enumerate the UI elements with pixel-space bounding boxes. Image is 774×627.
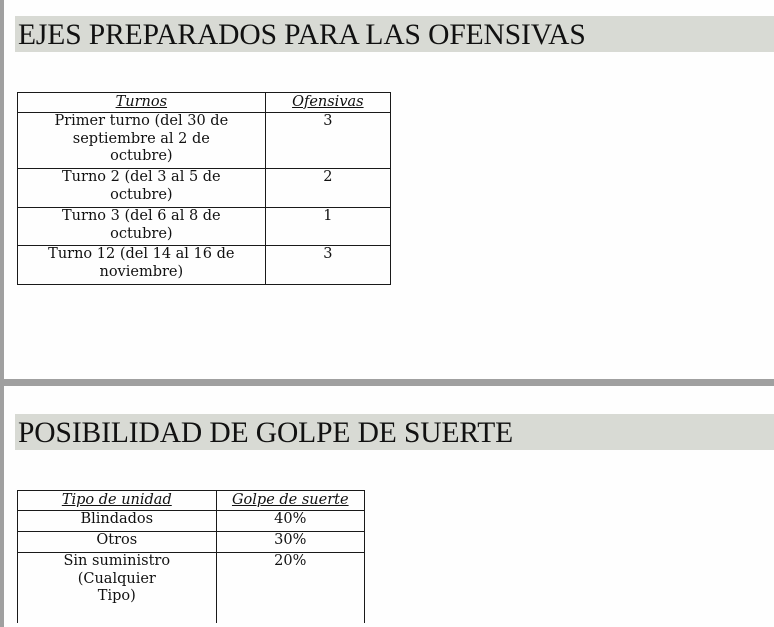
golpe-de-suerte-table [17,490,365,623]
table-row [18,511,365,532]
golpe-cell: 20% [216,553,364,623]
ofensivas-cell: 3 [265,113,390,169]
section-heading-golpe-de-suerte: POSIBILIDAD DE GOLPE DE SUERTE [15,414,774,450]
column-header-ofensivas: Ofensivas [265,93,390,113]
turno-cell: Primer turno (del 30 de septiembre al 2 de octubre) [18,113,266,169]
table-row [18,208,391,246]
turnos-ofensivas-table [17,92,391,285]
ofensivas-cell: 2 [265,169,390,208]
document-page-2 [4,386,774,627]
tipo-cell: Blindados [18,511,217,532]
table-row [18,246,391,285]
document-page-1 [4,0,774,379]
tipo-cell: Sin suministro (Cualquier Tipo) [18,553,217,623]
table-header-row [18,93,391,113]
table-header-row [18,491,365,511]
table-row [18,113,391,169]
table-row [18,532,365,553]
tipo-cell: Otros [18,532,217,553]
column-header-golpe-de-suerte: Golpe de suerte [216,491,364,511]
section-heading-ofensivas: EJES PREPARADOS PARA LAS OFENSIVAS [15,16,774,52]
column-header-tipo-de-unidad: Tipo de unidad [18,491,217,511]
turno-cell: Turno 3 (del 6 al 8 de octubre) [18,208,266,246]
table-row [18,169,391,208]
turno-cell: Turno 12 (del 14 al 16 de noviembre) [18,246,266,285]
golpe-cell: 40% [216,511,364,532]
turno-cell: Turno 2 (del 3 al 5 de octubre) [18,169,266,208]
column-header-turnos: Turnos [18,93,266,113]
ofensivas-cell: 1 [265,208,390,246]
table-row [18,553,365,623]
golpe-cell: 30% [216,532,364,553]
ofensivas-cell: 3 [265,246,390,285]
